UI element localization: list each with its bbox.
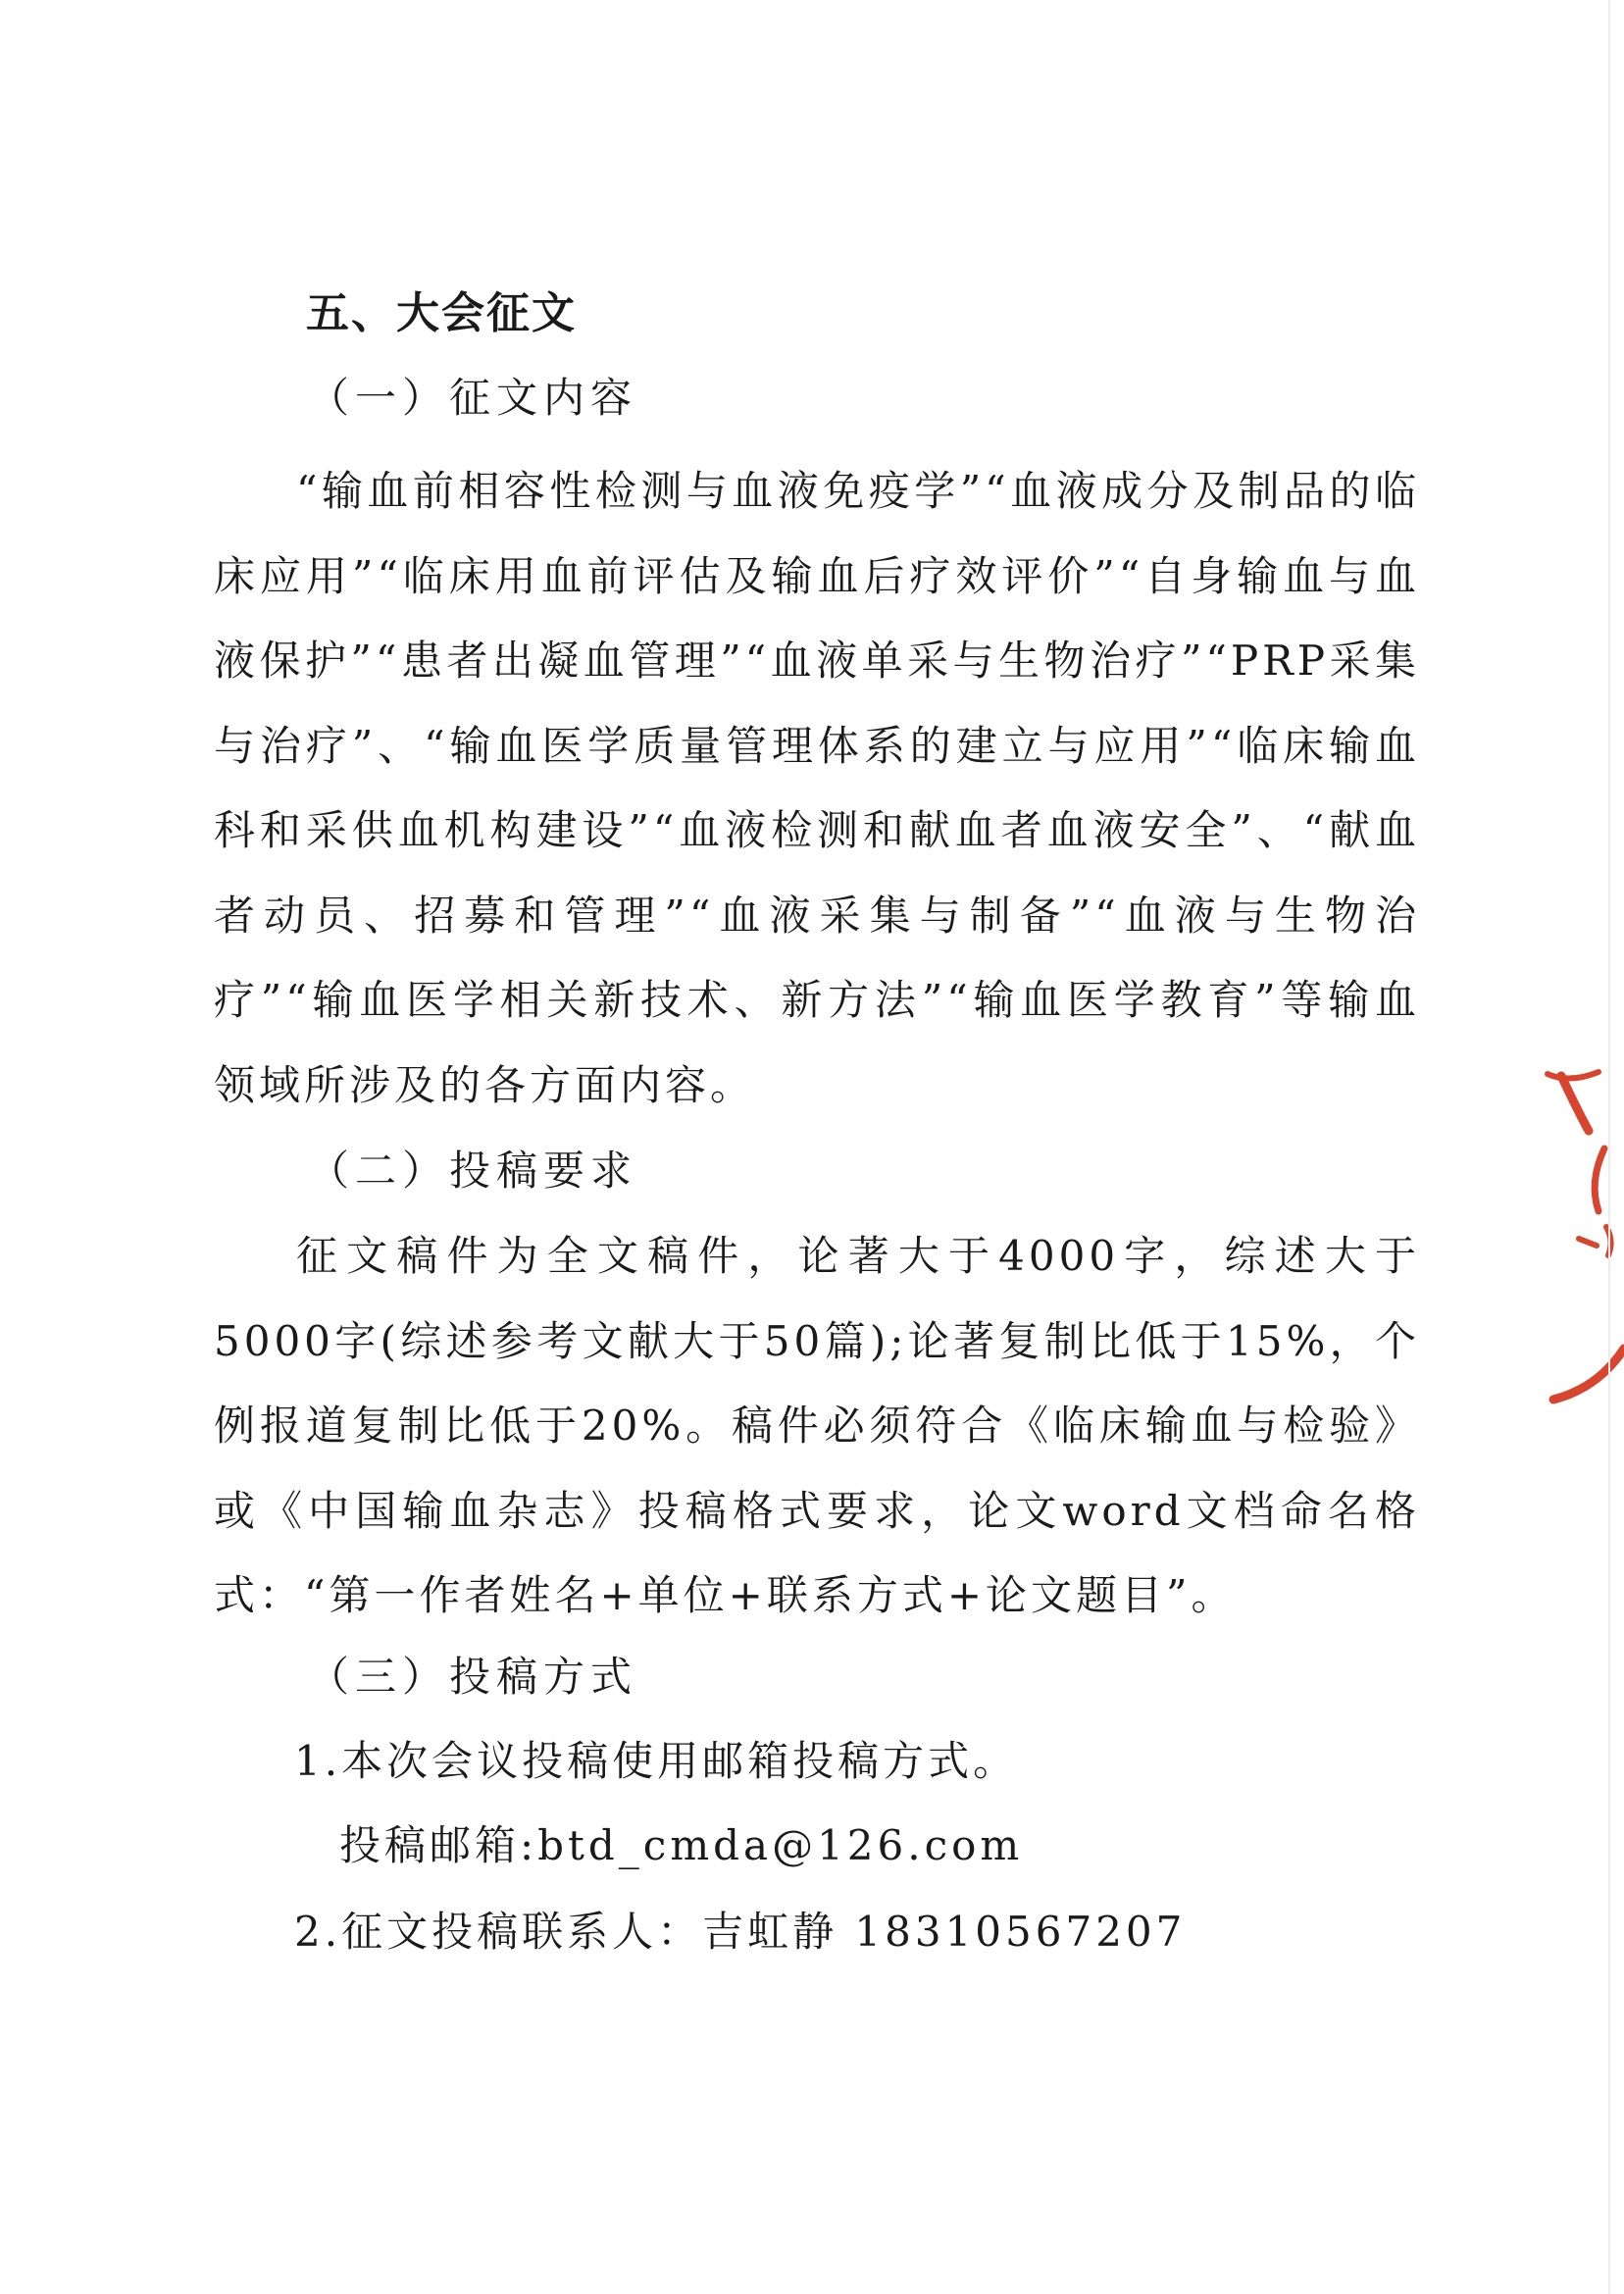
scan-edge (1608, 0, 1610, 2294)
content-body: “输血前相容性检测与血液免疫学”“血液成分及制品的临床应用”“临床用血前评估及输血后疗效评价”“自身输血与血液保护”“患者出凝血管理”“血液单采与生物治疗”“PRP采集与治疗”、“输血医学质量管理体系的建立与应用”“临床输血科和采供血机构建设”“血液检测和献血者血液安全”、“献血者动员、招募和管理”“血液采集与制备”“血液与生物治疗”“输血医学相关新技术、新方法”“输血医学教育”等输血领域所涉及的各方面内容。 (214, 467, 1420, 1109)
seal-edge-mark (1540, 1054, 1624, 1407)
method-item-1: 1.本次会议投稿使用邮箱投稿方式。 (294, 1737, 1019, 1785)
email-line: 投稿邮箱:btd_cmda@126.com (339, 1821, 1024, 1869)
section-title: 五、大会征文 (306, 288, 577, 338)
content-heading: （一）征文内容 (308, 374, 638, 422)
requirements-body: 征文稿件为全文稿件，论著大于4000字，综述大于5000字(综述参考文献大于50篇);论著复制比低于15%，个例报道复制比低于20%。稿件必须符合《临床输血与检验》或《中国输血杂志》投稿格式要求，论文word文档命名格式：“第一作者姓名+单位+联系方式+论文题目”。 (214, 1232, 1420, 1619)
method-item-2: 2.征文投稿联系人：吉虹静 18310567207 (294, 1908, 1187, 1956)
method-heading: （三）投稿方式 (308, 1653, 638, 1701)
requirements-heading: （二）投稿要求 (308, 1147, 638, 1195)
